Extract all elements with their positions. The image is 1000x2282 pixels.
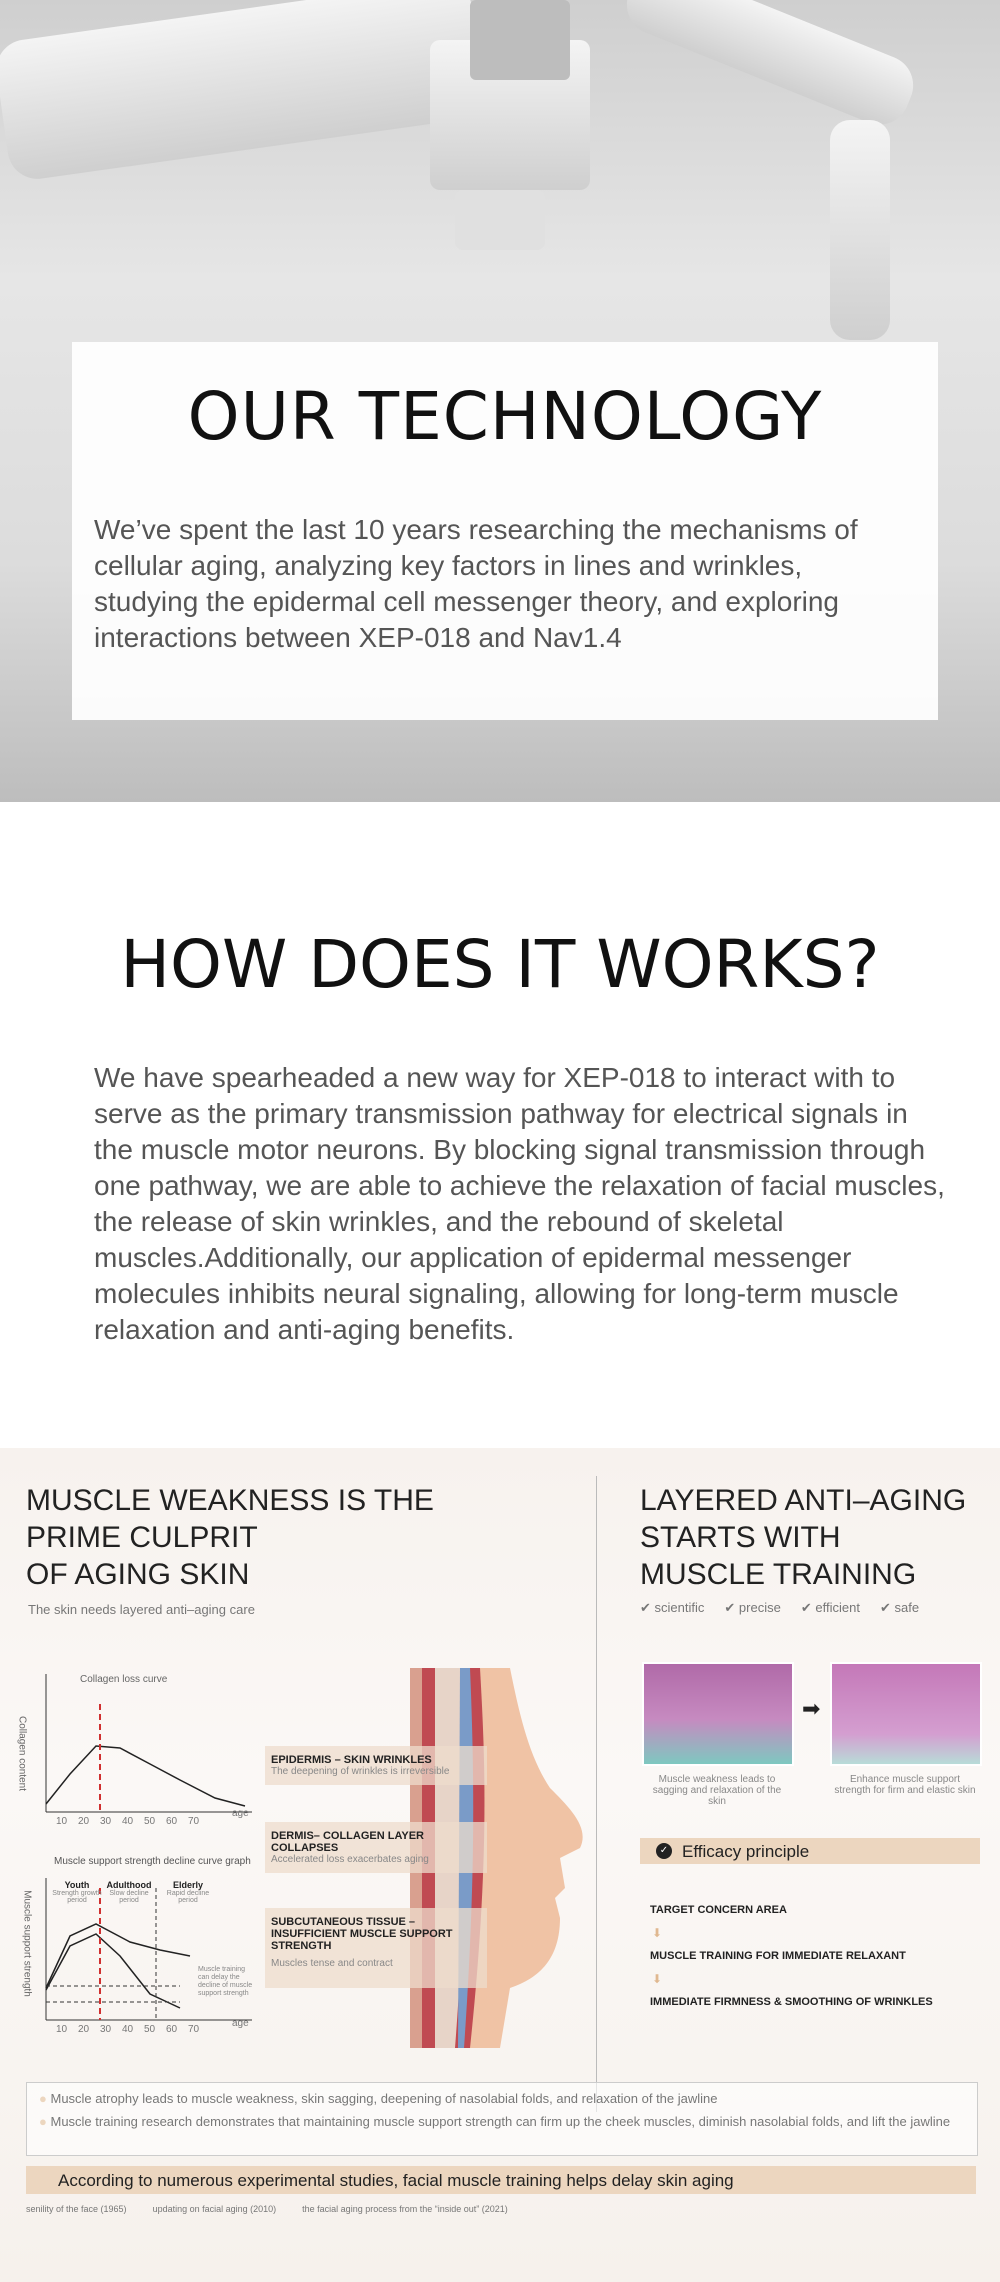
check-item	[724, 1600, 780, 1616]
tick-label: 40	[122, 1816, 134, 1827]
layer-title: SUBCUTANEOUS TISSUE –INSUFFICIENT MUSCLE SUPPORT STRENGTH	[271, 1916, 453, 1952]
tick-label: 20	[78, 2024, 90, 2035]
note-item	[39, 2113, 959, 2130]
collagen-ticks	[56, 1816, 256, 1827]
check-icon: ✔	[724, 1600, 736, 1615]
muscle-ticks	[56, 2024, 256, 2035]
tick-label: 30	[100, 1816, 112, 1827]
check-list	[640, 1600, 919, 1616]
check-item-label: efficient	[815, 1600, 860, 1615]
muscle-ylabel: Muscle support strength	[21, 1890, 33, 1997]
layer-desc: Accelerated loss exacerbates aging	[271, 1854, 429, 1865]
references	[26, 2204, 508, 2214]
note-text: Muscle training research demonstrates that maintaining muscle support strength can firm up the cheek muscles, diminish nasolabial folds, and lift the jawline	[50, 2114, 951, 2129]
right-title	[640, 1482, 990, 1593]
phase-youth-sub: Strength growth period	[52, 1890, 102, 1904]
layer-dermis	[265, 1822, 487, 1873]
tick-label: 20	[78, 1816, 90, 1827]
bullet-icon: ●	[39, 2114, 47, 2129]
step-item: TARGET CONCERN AREA	[650, 1904, 787, 1916]
left-title	[26, 1482, 586, 1593]
tick-label: 10	[56, 1816, 68, 1827]
phase-adult-label: Adulthood	[106, 1880, 152, 1890]
conclusion-text: According to numerous experimental studies, facial muscle training helps delay skin aging	[58, 2171, 734, 2190]
tissue-caption-before: Muscle weakness leads to sagging and relaxation of the skin	[652, 1774, 782, 1807]
hero-title: OUR TECHNOLOGY	[187, 378, 823, 455]
muscle-note: Muscle training can delay the decline of muscle support strength	[198, 1966, 253, 1997]
phase-adult	[102, 1880, 156, 1904]
reference-item: updating on facial aging (2010)	[152, 2204, 277, 2214]
notes-box	[26, 2082, 978, 2156]
robot-arm-image-part	[830, 120, 890, 340]
left-subtitle: The skin needs layered anti–aging care	[28, 1602, 255, 1617]
muscle-chart-title: Muscle support strength decline curve graph	[54, 1856, 251, 1867]
arrow-down-icon: ⬇	[652, 1972, 663, 1986]
tick-label: 50	[144, 2024, 156, 2035]
efficacy-label: Efficacy principle	[682, 1842, 810, 1861]
tick-label: 30	[100, 2024, 112, 2035]
phase-youth	[52, 1880, 102, 1904]
layer-desc: The deepening of wrinkles is irreversible	[271, 1766, 450, 1777]
tissue-caption-after: Enhance muscle support strength for firm and elastic skin	[834, 1774, 976, 1796]
tissue-image-after	[830, 1662, 982, 1766]
left-title-line: PRIME CULPRIT	[26, 1521, 258, 1554]
layer-subcutaneous	[265, 1908, 487, 1988]
section-divider	[596, 1476, 597, 2112]
step-item: MUSCLE TRAINING FOR IMMEDIATE RELAXANT	[650, 1950, 906, 1962]
check-item	[640, 1600, 704, 1616]
check-item	[880, 1600, 919, 1616]
conclusion-banner	[26, 2166, 976, 2194]
left-title-line: OF AGING SKIN	[26, 1558, 250, 1591]
check-icon: ✔	[879, 1600, 891, 1615]
arrow-down-icon: ⬇	[652, 1926, 663, 1940]
tick-label: 50	[144, 1816, 156, 1827]
check-item	[801, 1600, 860, 1616]
collagen-chart-title: Collagen loss curve	[80, 1674, 168, 1685]
tick-label: 10	[56, 2024, 68, 2035]
tick-label: 70	[188, 2024, 200, 2035]
right-title-line: STARTS WITH	[640, 1521, 841, 1554]
how-title: HOW DOES IT WORKS?	[120, 926, 880, 1003]
tick-label: 40	[122, 2024, 134, 2035]
tick-label: 60	[166, 1816, 178, 1827]
bullet-icon: ●	[39, 2091, 47, 2106]
check-icon: ✔	[800, 1600, 812, 1615]
check-item-label: precise	[738, 1600, 781, 1615]
how-text: We have spearheaded a new way for XEP-018 to interact with to serve as the primary transmission pathway for electrical signals in the muscle motor neurons. By blocking signal transmission through one pathway, we are able to achieve the relaxation of facial muscles, the release of skin wrinkles, and the rebound of skeletal muscles.Additionally, our application of epidermal messenger molecules inhibits neural signaling, allowing for long-term muscle relaxation and anti-aging benefits.	[94, 1062, 945, 1345]
tick-label: 60	[166, 2024, 178, 2035]
efficacy-banner	[640, 1838, 980, 1864]
left-title-line: MUSCLE WEAKNESS IS THE	[26, 1484, 434, 1517]
tissue-image-before	[642, 1662, 794, 1766]
efficacy-icon: ✓	[656, 1843, 672, 1859]
age-label: age	[232, 2018, 249, 2029]
phase-youth-label: Youth	[64, 1880, 90, 1890]
hero-card	[72, 342, 938, 720]
robot-arm-image-part	[618, 0, 922, 134]
hero-section	[0, 0, 1000, 802]
robot-arm-image-part	[470, 0, 570, 80]
arrow-right-icon: ➡	[802, 1696, 821, 1721]
collagen-ylabel: Collagen content	[16, 1715, 28, 1792]
robot-arm-image	[0, 0, 487, 183]
reference-item: senility of the face (1965)	[26, 2204, 127, 2214]
phase-elderly-label: Elderly	[172, 1880, 203, 1890]
robot-arm-image-part	[455, 190, 545, 250]
hero-text: We’ve spent the last 10 years researching the mechanisms of cellular aging, analyzing key factors in lines and wrinkles, studying the epidermal cell messenger theory, and exploring interactions between XEP-018 and Nav1.4	[94, 514, 858, 653]
phase-adult-sub: Slow decline period	[109, 1890, 149, 1904]
infographic	[0, 1448, 1000, 2282]
right-title-line: MUSCLE TRAINING	[640, 1558, 917, 1591]
note-item	[39, 2091, 959, 2106]
tick-label: 70	[188, 1816, 200, 1827]
layer-epidermis	[265, 1746, 487, 1785]
check-item-label: safe	[894, 1600, 920, 1615]
right-title-line: LAYERED ANTI–AGING	[640, 1484, 967, 1517]
reference-item: the facial aging process from the “inside out” (2021)	[302, 2204, 508, 2214]
layer-desc: Muscles tense and contract	[271, 1958, 393, 1969]
step-item: IMMEDIATE FIRMNESS & SMOOTHING OF WRINKLES	[650, 1996, 933, 2008]
phase-elderly	[160, 1880, 216, 1904]
layer-title: EPIDERMIS – SKIN WRINKLES	[271, 1754, 432, 1766]
layer-title: DERMIS– COLLAGEN LAYER COLLAPSES	[271, 1830, 425, 1854]
age-label: age	[232, 1808, 249, 1819]
note-text: Muscle atrophy leads to muscle weakness, skin sagging, deepening of nasolabial folds, and relaxation of the jawline	[50, 2091, 718, 2106]
check-icon: ✔	[640, 1600, 651, 1615]
phase-elderly-sub: Rapid decline period	[166, 1890, 210, 1904]
check-item-label: scientific	[654, 1600, 705, 1615]
